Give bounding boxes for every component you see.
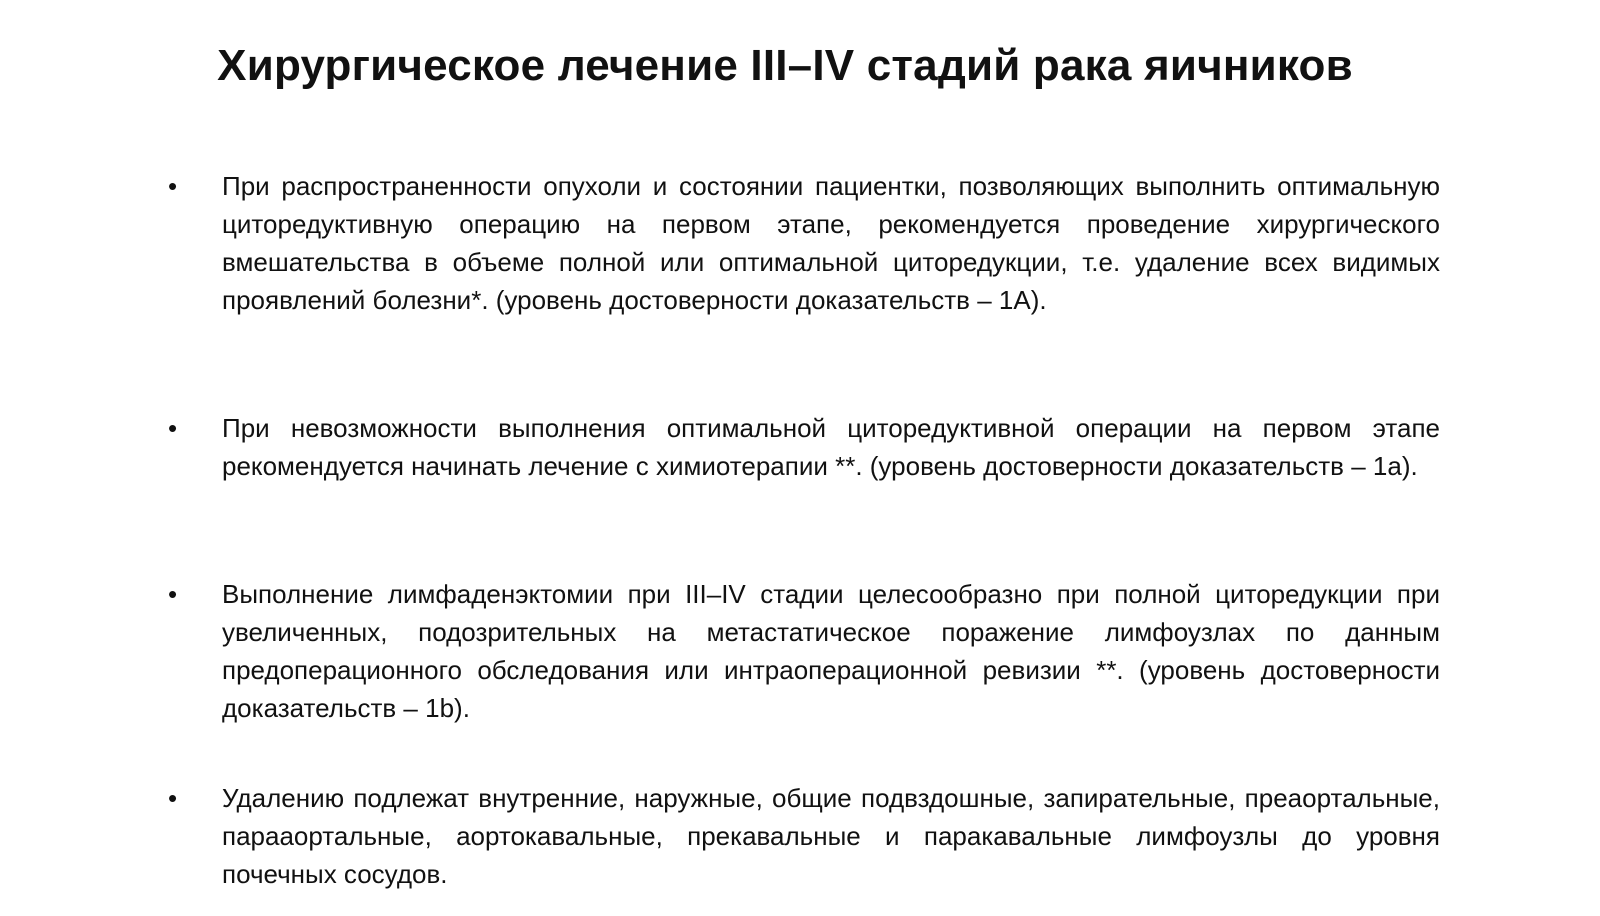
bullet-text: При распространенности опухоли и состоянии пациентки, позволяющих выполнить оптимальную циторедуктивную операцию на первом этапе, рекомендуется проведение хирургического вмешательства в объеме полной или оптимальной циторедукции, т.е. удаление всех видимых проявлений болезни*. (уровень достоверности доказательств – 1А).: [222, 171, 1440, 315]
bullet-marker: •: [168, 579, 178, 609]
bullet-marker: •: [168, 413, 178, 443]
bullet-marker: •: [168, 171, 178, 201]
slide-title: [0, 38, 1600, 94]
bullet-text: При невозможности выполнения оптимальной циторедуктивной операции на первом этапе рекомендуется начинать лечение с химиотерапии **. (уровень достоверности доказательств – 1а).: [222, 413, 1440, 481]
bullet-text: Удалению подлежат внутренние, наружные, общие подвздошные, запирательные, преаортальные, парааортальные, аортокавальные, прекавальные и паракавальные лимфоузлы до уровня почечных сосудов.: [222, 783, 1440, 889]
bullet-marker: •: [168, 783, 178, 813]
bullet-text: Выполнение лимфаденэктомии при III–IV стадии целесообразно при полной циторедукции при увеличенных, подозрительных на метастатическое поражение лимфоузлах по данным предоперационного обследования или интраоперационной ревизии **. (уровень достоверности доказательств – 1b).: [222, 579, 1440, 723]
slide-title-text: Хирургическое лечение III–IV стадий рака яичников: [217, 41, 1353, 90]
